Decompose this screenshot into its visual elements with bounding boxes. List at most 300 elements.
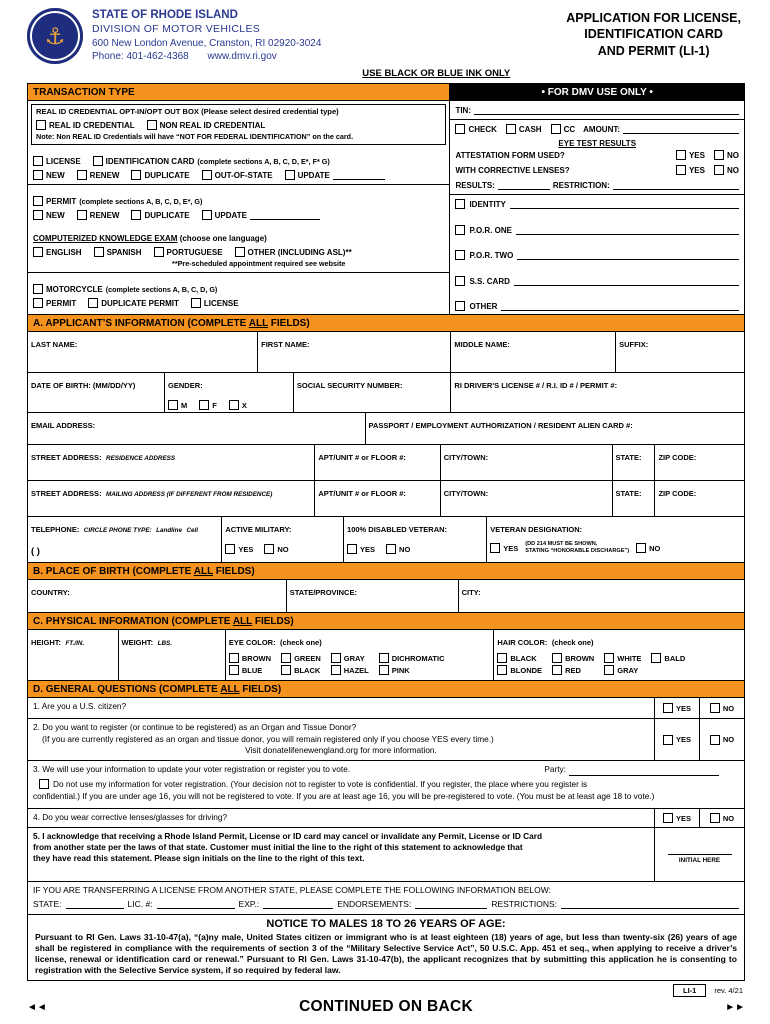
form-code-badge: LI-1 bbox=[673, 984, 706, 997]
attestation-no-checkbox[interactable] bbox=[714, 150, 724, 160]
license-renew-checkbox[interactable] bbox=[77, 170, 87, 180]
active-military-field bbox=[221, 517, 343, 562]
residence-apt-label: APT/UNIT # or FLOOR #: bbox=[318, 453, 406, 463]
exam-appointment-note: **Pre-scheduled appointment required see website bbox=[172, 259, 346, 269]
permit-group bbox=[28, 190, 449, 224]
veteran-designation-field bbox=[486, 517, 744, 562]
por-one-label: P.O.R. ONE bbox=[469, 225, 512, 235]
section-b bbox=[27, 563, 745, 613]
motorcycle-permit-label: PERMIT bbox=[46, 298, 77, 308]
motorcycle-license-checkbox[interactable] bbox=[191, 298, 201, 308]
arrow-right-icon: ►► bbox=[725, 1001, 745, 1013]
q4-no-label: NO bbox=[722, 813, 735, 823]
gender-field bbox=[164, 373, 293, 412]
permit-update-label: UPDATE bbox=[214, 210, 247, 220]
exam-portuguese-label: PORTUGUESE bbox=[166, 247, 223, 257]
eye-hazel-label: HAZEL bbox=[343, 665, 369, 675]
eye-green-checkbox[interactable] bbox=[281, 653, 291, 663]
form-title-line2: IDENTIFICATION CARD bbox=[584, 27, 723, 42]
section-a-header bbox=[28, 315, 744, 332]
dob-field[interactable] bbox=[28, 373, 164, 412]
ink-instruction: USE BLACK OR BLUE INK ONLY bbox=[362, 68, 511, 79]
telephone-field[interactable] bbox=[28, 517, 221, 562]
corrective-lenses-row bbox=[450, 164, 744, 179]
id-card-checkbox[interactable] bbox=[93, 156, 103, 166]
payment-row bbox=[450, 119, 744, 138]
weight-field[interactable] bbox=[118, 630, 225, 680]
id-card-label: IDENTIFICATION CARD bbox=[105, 156, 195, 166]
agency-division: DIVISION OF MOTOR VEHICLES bbox=[92, 22, 261, 35]
permit-new-label: NEW bbox=[46, 210, 65, 220]
vet-designation-no-checkbox[interactable] bbox=[636, 543, 646, 553]
height-unit-label: FT./IN. bbox=[65, 640, 85, 648]
question-2-text bbox=[28, 719, 654, 760]
question-2-row bbox=[28, 718, 744, 760]
hair-white-label: WHITE bbox=[617, 653, 642, 663]
license-label: LICENSE bbox=[46, 156, 81, 166]
gender-f-label: F bbox=[212, 400, 217, 410]
transaction-type-header bbox=[28, 84, 449, 101]
ri-license-label: RI DRIVER'S LICENSE # / R.I. ID # / PERMIT #: bbox=[454, 381, 618, 391]
motorcycle-sections-note: (complete sections A, B, C, D, G) bbox=[105, 284, 218, 294]
agency-phone: Phone: 401-462-4368 bbox=[92, 50, 189, 62]
question-1-text: 1. Are you a U.S. citizen? bbox=[33, 701, 127, 712]
q4-no-checkbox[interactable] bbox=[710, 813, 720, 823]
other-doc-label: OTHER bbox=[469, 302, 498, 312]
birth-city-field[interactable] bbox=[458, 580, 744, 612]
q4-yes-label: YES bbox=[675, 813, 691, 823]
transfer-exp-label: EXP.: bbox=[238, 898, 260, 909]
lenses-yes-checkbox[interactable] bbox=[676, 165, 686, 175]
military-yes-checkbox[interactable] bbox=[225, 544, 235, 554]
mailing-zip-field[interactable] bbox=[654, 481, 744, 516]
results-label: RESULTS: bbox=[455, 180, 495, 190]
motorcycle-group bbox=[28, 278, 449, 312]
transaction-type-title: TRANSACTION TYPE bbox=[33, 86, 135, 98]
mailing-state-field[interactable] bbox=[612, 481, 655, 516]
residence-apt-field[interactable] bbox=[314, 445, 439, 480]
lenses-no-checkbox[interactable] bbox=[714, 165, 724, 175]
ss-card-checkbox[interactable] bbox=[455, 276, 465, 286]
results-row bbox=[450, 179, 744, 194]
license-duplicate-checkbox[interactable] bbox=[131, 170, 141, 180]
q1-no-checkbox[interactable] bbox=[710, 703, 720, 713]
permit-renew-checkbox[interactable] bbox=[77, 210, 87, 220]
last-name-field[interactable] bbox=[28, 332, 257, 372]
hair-black-checkbox[interactable] bbox=[497, 653, 507, 663]
license-update-label: UPDATE bbox=[297, 170, 330, 180]
military-yes-label: YES bbox=[238, 544, 254, 554]
notice-title: NOTICE TO MALES 18 TO 26 YEARS OF AGE: bbox=[266, 917, 506, 930]
hair-brown-checkbox[interactable] bbox=[552, 653, 562, 663]
exam-english-checkbox[interactable] bbox=[33, 247, 43, 257]
license-id-group bbox=[28, 150, 449, 185]
hair-black-label: BLACK bbox=[510, 653, 537, 663]
agency-block bbox=[92, 8, 321, 63]
military-no-label: NO bbox=[277, 544, 289, 554]
other-doc-checkbox[interactable] bbox=[455, 301, 465, 311]
non-real-id-credential-checkbox[interactable] bbox=[147, 120, 157, 130]
payment-check-label: CHECK bbox=[468, 124, 497, 134]
q1-yes-checkbox[interactable] bbox=[663, 703, 673, 713]
identity-checkbox[interactable] bbox=[455, 199, 465, 209]
q2-no-checkbox[interactable] bbox=[710, 735, 720, 745]
permit-new-checkbox[interactable] bbox=[33, 210, 43, 220]
q5-line1: 5. I acknowledge that receiving a Rhode Island Permit, License or ID card may cancel or invalidate any Permit, License or ID Card bbox=[33, 830, 543, 841]
agency-address: 600 New London Avenue, Cranston, RI 02920-3024 bbox=[92, 37, 322, 49]
permit-renew-label: RENEW bbox=[89, 210, 120, 220]
corrective-lenses-label: WITH CORRECTIVE LENSES? bbox=[455, 165, 570, 175]
mailing-apt-label: APT/UNIT # or FLOOR #: bbox=[318, 489, 406, 499]
hair-brown-label: BROWN bbox=[565, 653, 595, 663]
question-4-row bbox=[28, 808, 744, 826]
form-title-line1: APPLICATION FOR LICENSE, bbox=[566, 11, 741, 25]
section-b-title-end: FIELDS) bbox=[213, 565, 255, 577]
hair-red-label: RED bbox=[565, 665, 581, 675]
motorcycle-license-label: LICENSE bbox=[203, 298, 239, 308]
eye-hazel-checkbox[interactable] bbox=[331, 665, 341, 675]
permit-sections-note: (complete sections A, B, C, D, E*, G) bbox=[79, 196, 203, 206]
hair-gray-label: GRAY bbox=[617, 665, 639, 675]
section-d bbox=[27, 681, 745, 914]
email-field[interactable] bbox=[28, 413, 365, 444]
question-5-text bbox=[28, 828, 654, 881]
identity-label: IDENTITY bbox=[469, 200, 506, 210]
license-out-of-state-checkbox[interactable] bbox=[202, 170, 212, 180]
identity-doc-row bbox=[450, 194, 744, 209]
motorcycle-duplicate-permit-checkbox[interactable] bbox=[88, 298, 98, 308]
initial-here-label: INITIAL HERE bbox=[678, 856, 721, 864]
por-two-doc-row bbox=[450, 246, 744, 260]
q2-yes-label: YES bbox=[675, 735, 691, 745]
q1-no-label: NO bbox=[722, 703, 735, 713]
hair-red-checkbox[interactable] bbox=[552, 665, 562, 675]
eye-blue-label: BLUE bbox=[241, 665, 263, 675]
eye-black-label: BLACK bbox=[294, 665, 321, 675]
por-one-doc-row bbox=[450, 221, 744, 235]
ssn-label: SOCIAL SECURITY NUMBER: bbox=[296, 381, 403, 391]
mailing-apt-field[interactable] bbox=[314, 481, 439, 516]
residence-zip-label: ZIP CODE: bbox=[658, 453, 697, 463]
mailing-address-field[interactable] bbox=[28, 481, 314, 516]
phone-type-cell[interactable]: Cell bbox=[186, 527, 199, 535]
dob-label: DATE OF BIRTH: (MM/DD/YY) bbox=[31, 381, 136, 391]
vet-designation-yes-checkbox[interactable] bbox=[490, 543, 500, 553]
exam-portuguese-checkbox[interactable] bbox=[154, 247, 164, 257]
eye-dichromatic-checkbox[interactable] bbox=[379, 653, 389, 663]
disabled-veteran-label: 100% DISABLED VETERAN: bbox=[347, 525, 448, 535]
real-id-credential-label: REAL ID CREDENTIAL bbox=[49, 120, 135, 130]
hair-color-field bbox=[493, 630, 744, 680]
exam-other-label: OTHER (INCLUDING ASL)** bbox=[247, 247, 352, 257]
section-c bbox=[27, 613, 745, 681]
transfer-lic-label: LIC. #: bbox=[127, 898, 153, 909]
residence-city-field[interactable] bbox=[440, 445, 612, 480]
residence-state-field[interactable] bbox=[612, 445, 655, 480]
ss-card-doc-row bbox=[450, 272, 744, 286]
license-checkbox[interactable] bbox=[33, 156, 43, 166]
attestation-yes-label: YES bbox=[688, 150, 705, 160]
license-update-checkbox[interactable] bbox=[285, 170, 295, 180]
active-military-label: ACTIVE MILITARY: bbox=[225, 525, 292, 535]
lenses-yes-label: YES bbox=[688, 165, 705, 175]
transfer-lic-input[interactable] bbox=[157, 899, 235, 909]
payment-check-checkbox[interactable] bbox=[455, 124, 465, 134]
transfer-endorsements-label: ENDORSEMENTS: bbox=[337, 898, 412, 909]
restriction-input[interactable] bbox=[613, 180, 739, 190]
q1-yes-label: YES bbox=[675, 703, 691, 713]
dmv-use-only-section bbox=[450, 84, 744, 314]
ss-card-input[interactable] bbox=[514, 276, 739, 286]
motorcycle-checkbox[interactable] bbox=[33, 284, 43, 294]
attestation-yes-checkbox[interactable] bbox=[676, 150, 686, 160]
first-name-label: FIRST NAME: bbox=[261, 340, 310, 350]
other-doc-input[interactable] bbox=[501, 301, 739, 311]
q2-yes-checkbox[interactable] bbox=[663, 735, 673, 745]
last-name-label: LAST NAME: bbox=[31, 340, 78, 350]
birth-city-label: CITY: bbox=[461, 588, 481, 598]
hair-color-check-one: (check one) bbox=[551, 638, 594, 648]
continued-on-back-label: CONTINUED ON BACK bbox=[299, 998, 473, 1016]
question-4-text: 4. Do you wear corrective lenses/glasses for driving? bbox=[33, 812, 228, 823]
q3-optout-text: Do not use my information for voter registration. (Your decision not to register to vote is confidential. If you register, the place where you register is bbox=[53, 778, 588, 789]
form-header bbox=[27, 8, 745, 64]
weight-label: WEIGHT: bbox=[121, 638, 154, 648]
disabled-vet-no-label: NO bbox=[399, 544, 411, 554]
disabled-vet-yes-checkbox[interactable] bbox=[347, 544, 357, 554]
eye-color-check-one: (check one) bbox=[280, 638, 322, 648]
email-label: EMAIL ADDRESS: bbox=[31, 421, 96, 431]
phone-type-landline[interactable]: Landline bbox=[156, 527, 183, 535]
q4-yes-checkbox[interactable] bbox=[663, 813, 673, 823]
transfer-restrictions-input[interactable] bbox=[561, 899, 739, 909]
mailing-city-label: CITY/TOWN: bbox=[443, 489, 489, 499]
tin-label: TIN: bbox=[455, 105, 471, 115]
exam-spanish-checkbox[interactable] bbox=[94, 247, 104, 257]
telephone-label: TELEPHONE: bbox=[31, 525, 80, 535]
amount-input[interactable] bbox=[623, 124, 739, 134]
veteran-designation-label: VETERAN DESIGNATION: bbox=[490, 525, 583, 535]
ss-card-label: S.S. CARD bbox=[469, 276, 510, 286]
residence-city-label: CITY/TOWN: bbox=[443, 453, 489, 463]
por-one-checkbox[interactable] bbox=[455, 225, 465, 235]
residence-address-label: STREET ADDRESS: bbox=[31, 453, 102, 463]
knowledge-exam-group bbox=[28, 229, 449, 273]
amount-label: AMOUNT: bbox=[583, 124, 621, 134]
height-label: HEIGHT: bbox=[31, 638, 61, 648]
section-b-title-all: ALL bbox=[193, 565, 214, 577]
birth-state-province-field[interactable] bbox=[286, 580, 458, 612]
passport-field[interactable] bbox=[365, 413, 744, 444]
mailing-city-field[interactable] bbox=[440, 481, 612, 516]
eye-pink-checkbox[interactable] bbox=[379, 665, 389, 675]
agency-website-link[interactable]: www.dmv.ri.gov bbox=[207, 50, 277, 62]
permit-update-checkbox[interactable] bbox=[202, 210, 212, 220]
tin-input[interactable] bbox=[474, 105, 739, 115]
hair-bald-checkbox[interactable] bbox=[651, 653, 661, 663]
q3-party-input[interactable] bbox=[569, 766, 719, 776]
ink-instruction-row bbox=[27, 68, 745, 83]
por-two-checkbox[interactable] bbox=[455, 250, 465, 260]
results-input[interactable] bbox=[498, 180, 550, 190]
form-title bbox=[566, 8, 745, 59]
identity-input[interactable] bbox=[510, 199, 739, 209]
ri-license-field[interactable] bbox=[450, 373, 744, 412]
ri-dmv-seal bbox=[27, 8, 83, 64]
birth-state-province-label: STATE/PROVINCE: bbox=[289, 588, 357, 598]
gender-label: GENDER: bbox=[168, 381, 203, 391]
question-3-text bbox=[28, 761, 744, 808]
license-renew-label: RENEW bbox=[89, 170, 120, 180]
hair-bald-label: BALD bbox=[664, 653, 686, 663]
first-name-field[interactable] bbox=[257, 332, 450, 372]
eye-brown-checkbox[interactable] bbox=[229, 653, 239, 663]
gender-x-checkbox[interactable] bbox=[229, 400, 239, 410]
form-title-line3: AND PERMIT (LI-1) bbox=[597, 43, 710, 58]
transaction-type-section bbox=[28, 84, 450, 314]
transfer-exp-input[interactable] bbox=[263, 899, 333, 909]
hair-blonde-checkbox[interactable] bbox=[497, 665, 507, 675]
permit-update-input[interactable] bbox=[250, 210, 320, 220]
vet-designation-no-label: NO bbox=[649, 543, 661, 553]
voter-optout-checkbox[interactable] bbox=[39, 779, 49, 789]
por-two-input[interactable] bbox=[517, 250, 739, 260]
middle-name-field[interactable] bbox=[450, 332, 615, 372]
middle-name-label: MIDDLE NAME: bbox=[454, 340, 510, 350]
exam-other-checkbox[interactable] bbox=[235, 247, 245, 257]
real-id-title: REAL ID CREDENTIAL OPT-IN/OPT OUT BOX (Please select desired credential type) bbox=[36, 107, 339, 117]
eye-pink-label: PINK bbox=[391, 665, 410, 675]
question-5-row bbox=[28, 827, 744, 881]
motorcycle-permit-checkbox[interactable] bbox=[33, 298, 43, 308]
gender-x-label: X bbox=[241, 400, 247, 410]
transfer-endorsements-input[interactable] bbox=[415, 899, 487, 909]
payment-cash-checkbox[interactable] bbox=[506, 124, 516, 134]
disabled-veteran-field bbox=[343, 517, 486, 562]
ssn-field[interactable] bbox=[293, 373, 451, 412]
payment-cash-label: CASH bbox=[518, 124, 542, 134]
transfer-restrictions-label: RESTRICTIONS: bbox=[491, 898, 557, 909]
other-doc-row bbox=[450, 297, 744, 311]
q3-party-label: Party: bbox=[544, 764, 566, 775]
gender-m-checkbox[interactable] bbox=[168, 400, 178, 410]
license-update-input[interactable] bbox=[333, 170, 385, 180]
section-d-title-all: ALL bbox=[220, 683, 240, 695]
section-c-title-end: FIELDS) bbox=[252, 615, 294, 627]
suffix-field[interactable] bbox=[615, 332, 744, 372]
eye-green-label: GREEN bbox=[294, 653, 321, 663]
residence-address-field[interactable] bbox=[28, 445, 314, 480]
section-a-title: A. APPLICANT’S INFORMATION (COMPLETE bbox=[33, 317, 249, 329]
hair-white-checkbox[interactable] bbox=[604, 653, 614, 663]
tin-row bbox=[450, 101, 744, 119]
eye-gray-checkbox[interactable] bbox=[331, 653, 341, 663]
eye-black-checkbox[interactable] bbox=[281, 665, 291, 675]
real-id-credential-checkbox[interactable] bbox=[36, 120, 46, 130]
section-b-title: B. PLACE OF BIRTH (COMPLETE bbox=[33, 565, 194, 577]
permit-checkbox[interactable] bbox=[33, 196, 43, 206]
dmv-use-only-body bbox=[450, 101, 744, 314]
section-a-title-end: FIELDS) bbox=[268, 317, 310, 329]
residence-address-note: RESIDENCE ADDRESS bbox=[106, 455, 176, 463]
anchor-icon: ⚓ bbox=[44, 22, 66, 49]
mailing-state-label: STATE: bbox=[615, 489, 642, 499]
attestation-label: ATTESTATION FORM USED? bbox=[455, 150, 565, 160]
disabled-vet-no-checkbox[interactable] bbox=[386, 544, 396, 554]
revision-row bbox=[27, 984, 745, 997]
gender-f-checkbox[interactable] bbox=[199, 400, 209, 410]
suffix-label: SUFFIX: bbox=[619, 340, 649, 350]
knowledge-exam-title: COMPUTERIZED KNOWLEDGE EXAM bbox=[33, 234, 178, 244]
permit-duplicate-label: DUPLICATE bbox=[144, 210, 190, 220]
passport-label: PASSPORT / EMPLOYMENT AUTHORIZATION / RESIDENT ALIEN CARD #: bbox=[368, 421, 633, 431]
exam-spanish-label: SPANISH bbox=[106, 247, 142, 257]
residence-state-label: STATE: bbox=[615, 453, 642, 463]
revision-label: rev. 4/21 bbox=[714, 985, 743, 995]
section-c-title-all: ALL bbox=[232, 615, 253, 627]
license-new-checkbox[interactable] bbox=[33, 170, 43, 180]
transfer-state-input[interactable] bbox=[66, 899, 124, 909]
hair-blonde-label: BLONDE bbox=[510, 665, 543, 675]
payment-cc-checkbox[interactable] bbox=[551, 124, 561, 134]
motorcycle-duplicate-permit-label: DUPLICATE PERMIT bbox=[101, 298, 179, 308]
license-sections-note: (complete sections A, B, C, D, E*, F* G) bbox=[197, 156, 330, 166]
arrow-left-icon: ◄◄ bbox=[27, 1001, 47, 1013]
eye-brown-label: BROWN bbox=[241, 653, 272, 663]
motorcycle-label: MOTORCYCLE bbox=[46, 284, 103, 294]
eye-blue-checkbox[interactable] bbox=[229, 665, 239, 675]
real-id-opt-box bbox=[31, 104, 446, 145]
eye-gray-label: GRAY bbox=[343, 653, 365, 663]
q2-no-label: NO bbox=[722, 735, 735, 745]
exam-english-label: ENGLISH bbox=[46, 247, 82, 257]
transfer-info-block bbox=[28, 881, 744, 914]
residence-zip-field[interactable] bbox=[654, 445, 744, 480]
military-no-checkbox[interactable] bbox=[264, 544, 274, 554]
birth-country-field[interactable] bbox=[28, 580, 286, 612]
eye-color-label: EYE COLOR: bbox=[228, 638, 276, 648]
permit-duplicate-checkbox[interactable] bbox=[131, 210, 141, 220]
mailing-zip-label: ZIP CODE: bbox=[658, 489, 697, 499]
dd214-note-line1: (DD 214 MUST BE SHOWN, bbox=[525, 541, 598, 548]
por-one-input[interactable] bbox=[516, 225, 739, 235]
license-duplicate-label: DUPLICATE bbox=[144, 170, 190, 180]
real-id-note: Note: Non REAL ID Credentials will have “NOT FOR FEDERAL IDENTIFICATION” on the card. bbox=[36, 132, 354, 142]
selective-service-notice bbox=[27, 915, 745, 981]
initial-here-cell bbox=[654, 828, 744, 881]
gender-m-label: M bbox=[181, 400, 188, 410]
phone-area-parens: ( ) bbox=[31, 546, 40, 558]
transaction-dmv-region bbox=[27, 83, 745, 315]
lenses-no-label: NO bbox=[726, 165, 739, 175]
initials-input[interactable] bbox=[668, 845, 732, 855]
height-field[interactable] bbox=[28, 630, 118, 680]
section-b-header bbox=[28, 563, 744, 580]
attestation-row bbox=[450, 149, 744, 164]
document-checklist bbox=[450, 194, 744, 314]
permit-label: PERMIT bbox=[46, 196, 77, 206]
license-out-of-state-label: OUT-OF-STATE bbox=[214, 170, 273, 180]
hair-color-label: HAIR COLOR: bbox=[497, 638, 548, 648]
question-3-row bbox=[28, 760, 744, 808]
question-1-row bbox=[28, 698, 744, 718]
circle-phone-type-label: CIRCLE PHONE TYPE: bbox=[83, 527, 152, 535]
vet-designation-yes-label: YES bbox=[503, 543, 519, 553]
continued-on-back-row bbox=[27, 997, 745, 1018]
transaction-type-body bbox=[28, 101, 449, 314]
payment-cc-label: CC bbox=[563, 124, 576, 134]
hair-gray-checkbox[interactable] bbox=[604, 665, 614, 675]
